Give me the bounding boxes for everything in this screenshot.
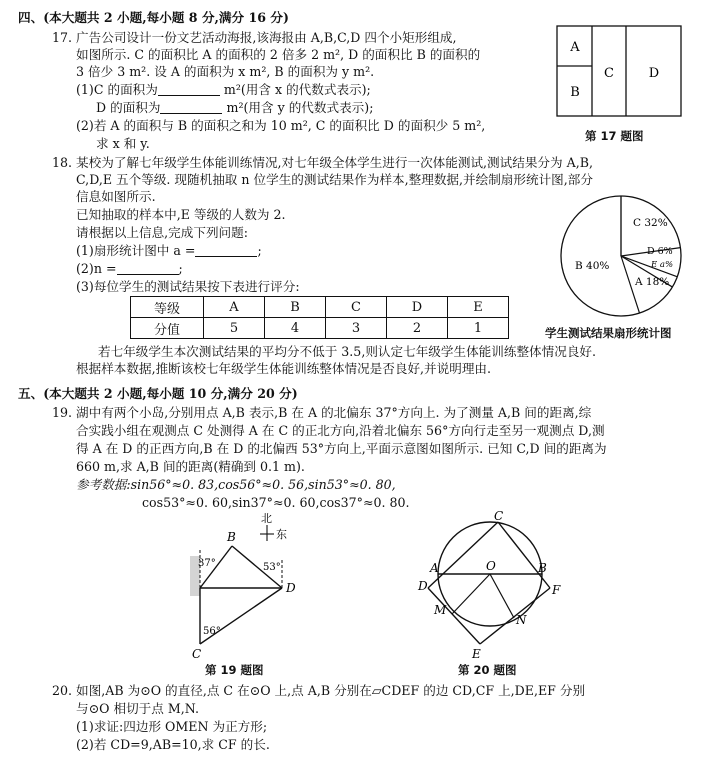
- q17-part1-d-post: m²(用含 y 的代数式表示);: [226, 100, 374, 115]
- point-c: C: [192, 647, 202, 660]
- point-e: E: [472, 647, 481, 660]
- table-cell: 2: [387, 318, 448, 339]
- point-n: N: [516, 613, 527, 627]
- q19-reference-data-1: 参考数据:sin56°≈0. 83,cos56°≈0. 56,sin53°≈0. 80,: [76, 477, 396, 492]
- q19-line-4: 660 m,求 A,B 间的距离(精确到 0.1 m).: [76, 459, 305, 474]
- point-c: C: [494, 510, 504, 523]
- q19-line-3: 得 A 在 D 的正西方向,B 在 D 的北偏西 53°方向上,平面示意图如图所示. 已知 C,D 间的距离为: [76, 441, 607, 456]
- q17-line-1: 17. 广告公司设计一份文艺活动海报,该海报由 A,B,C,D 四个小矩形组成,: [52, 30, 457, 45]
- point-m: M: [434, 603, 447, 617]
- poster-label-a: A: [570, 40, 580, 55]
- point-o: O: [486, 559, 496, 573]
- q17-answer-blank-d[interactable]: [160, 101, 222, 114]
- q20-figure: [410, 510, 570, 660]
- angle-56: 56°: [203, 626, 221, 637]
- q18-line-2: C,D,E 五个等级. 现随机抽取 n 位学生的测试结果作为样本,整理数据,并绘制扇形统计图,部分: [76, 172, 593, 187]
- q18-line-5: 请根据以上信息,完成下列问题:: [76, 225, 248, 240]
- q19-figure-caption: 第 19 题图: [205, 663, 264, 677]
- q19-figure: [170, 508, 330, 660]
- table-row: [131, 318, 509, 339]
- q17-part1-c-post: m²(用含 x 的代数式表示);: [223, 82, 371, 97]
- table-cell: B: [265, 297, 326, 318]
- q17-line-2: 如图所示. C 的面积比 A 的面积的 2 倍多 2 m², D 的面积比 B 的面积的: [76, 47, 481, 62]
- radius-on: [490, 574, 514, 618]
- point-d: D: [418, 579, 428, 593]
- section5-title: 五、(本大题共 2 小题,每小题 10 分,满分 20 分): [18, 386, 298, 401]
- q18-part3: (3)每位学生的测试结果按下表进行评分:: [76, 279, 300, 294]
- table-cell: A: [204, 297, 265, 318]
- q17-part1-c: [76, 82, 371, 98]
- q18-line-1: 18. 某校为了解七年级学生体能训练情况,对七年级全体学生进行一次体能测试,测试结果分为 A,B,: [52, 155, 593, 170]
- q19-line-2: 合实践小组在观测点 C 处测得 A 在 C 的正北方向,沿着北偏东 56°方向行走至另一观测点 D,测: [76, 423, 605, 438]
- radius-om: [452, 574, 490, 614]
- q20-line-1: 20. 如图,AB 为⊙O 的直径,点 C 在⊙O 上,点 A,B 分别在▱CDEF 的边 CD,CF 上,DE,EF 分别: [52, 683, 586, 698]
- q18-part1-post: ;: [257, 243, 262, 258]
- q18-answer-blank-a[interactable]: [195, 244, 257, 257]
- q18-line-4: 已知抽取的样本中,E 等级的人数为 2.: [76, 207, 286, 222]
- angle-53: 53°: [263, 562, 281, 573]
- north-label: 北: [261, 512, 272, 525]
- q18-part1: [76, 243, 262, 259]
- q17-part1-d: [96, 100, 373, 116]
- table-cell: 5: [204, 318, 265, 339]
- q18-part1-pre: (1)扇形统计图中 a =: [76, 243, 196, 258]
- angle-37: 37°: [198, 558, 216, 569]
- point-b: B: [227, 530, 236, 544]
- q18-pie-chart: [555, 190, 691, 320]
- q20-line-4: (2)若 CD=9,AB=10,求 CF 的长.: [76, 737, 270, 752]
- pie-label-c: C 32%: [633, 217, 668, 229]
- q17-line-3: 3 倍少 3 m². 设 A 的面积为 x m², B 的面积为 y m².: [76, 64, 375, 79]
- side-cf: [498, 522, 550, 588]
- side-cd: [428, 522, 498, 588]
- table-cell: C: [326, 297, 387, 318]
- section4-title: 四、(本大题共 2 小题,每小题 8 分,满分 16 分): [18, 10, 289, 25]
- q18-pie-caption: 学生测试结果扇形统计图: [545, 326, 672, 340]
- pie-label-a: A 18%: [635, 276, 670, 288]
- table-cell: 4: [265, 318, 326, 339]
- table-cell: E: [448, 297, 509, 318]
- east-label: 东: [276, 528, 287, 541]
- table-header-score: 分值: [131, 318, 204, 339]
- q17-part2-line-2: 求 x 和 y.: [96, 136, 150, 151]
- q17-answer-blank-c[interactable]: [158, 83, 220, 96]
- point-f: F: [552, 583, 561, 597]
- q18-part2-post: ;: [178, 261, 183, 276]
- q17-part1-c-pre: (1)C 的面积为: [76, 82, 158, 97]
- table-cell: D: [387, 297, 448, 318]
- poster-label-d: D: [648, 66, 660, 81]
- q18-line-6: 若七年级学生本次测试结果的平均分不低于 3.5,则认定七年级学生体能训练整体情况良好.: [98, 344, 597, 359]
- pie-label-b: B 40%: [575, 260, 610, 272]
- table-cell: 1: [448, 318, 509, 339]
- q20-line-3: (1)求证:四边形 OMEN 为正方形;: [76, 719, 268, 734]
- q18-score-table: [130, 296, 509, 339]
- table-header-grade: 等级: [131, 297, 204, 318]
- q19-line-1: 19. 湖中有两个小岛,分别用点 A,B 表示,B 在 A 的北偏东 37°方向上. 为了测量 A,B 间的距离,综: [52, 405, 592, 420]
- q17-part2-line-1: (2)若 A 的面积与 B 的面积之和为 10 m², C 的面积比 D 的面积少 5 m²,: [76, 118, 486, 133]
- point-d: D: [286, 581, 296, 595]
- q18-line-3: 信息如图所示.: [76, 189, 156, 204]
- q17-part1-d-pre: D 的面积为: [96, 100, 161, 115]
- q18-line-7: 根据样本数据,推断该校七年级学生体能训练整体情况是否良好,并说明理由.: [76, 361, 492, 376]
- point-a: A: [430, 561, 439, 575]
- q20-line-2: 与⊙O 相切于点 M,N.: [76, 701, 199, 716]
- q18-part2-pre: (2)n =: [76, 261, 117, 276]
- point-b: B: [538, 561, 547, 575]
- q18-part2: [76, 261, 183, 277]
- poster-label-c: C: [604, 66, 614, 81]
- pie-label-e: E a%: [651, 260, 674, 270]
- q17-figure-caption: 第 17 题图: [585, 129, 644, 143]
- pie-label-d: D 6%: [647, 246, 673, 257]
- q17-poster-figure: [555, 24, 685, 120]
- table-cell: 3: [326, 318, 387, 339]
- q19-reference-data-2: cos53°≈0. 60,sin37°≈0. 60,cos37°≈0. 80.: [142, 495, 410, 510]
- poster-label-b: B: [570, 85, 580, 100]
- q20-figure-caption: 第 20 题图: [458, 663, 517, 677]
- side-ef: [480, 588, 550, 644]
- table-row: [131, 297, 509, 318]
- q18-answer-blank-n[interactable]: [117, 262, 179, 275]
